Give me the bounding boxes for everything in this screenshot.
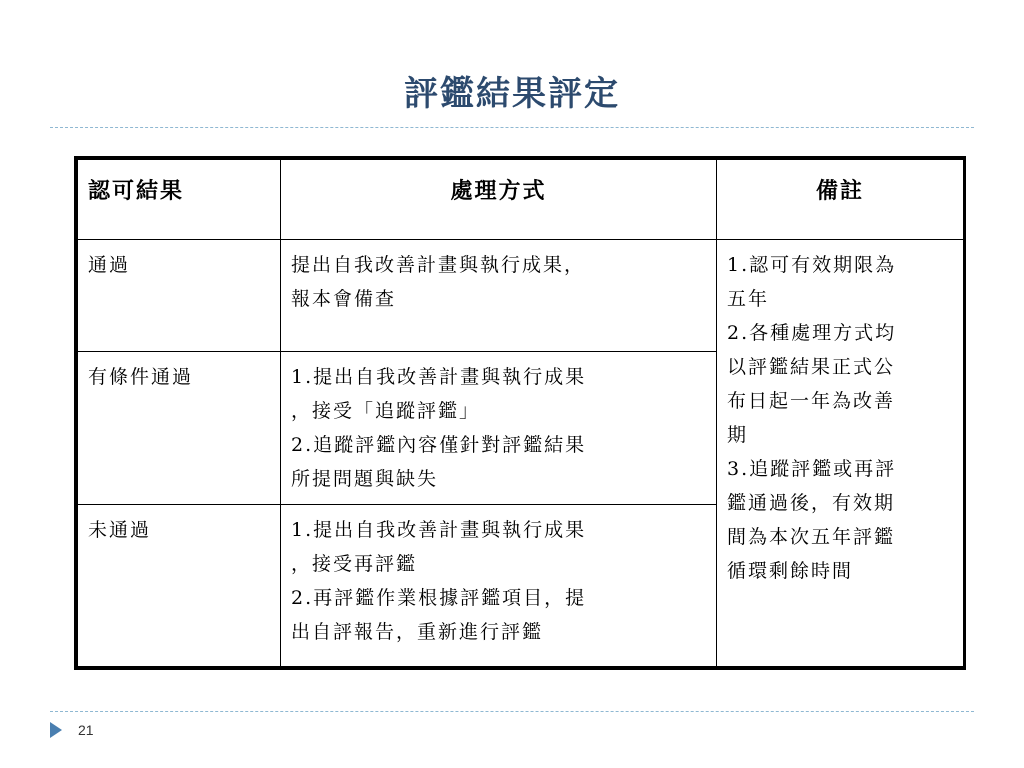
page-number: 21 [78, 722, 94, 738]
footer-divider [50, 711, 974, 712]
title-divider [50, 127, 974, 128]
cell-handling-pass [281, 240, 717, 352]
cell-result-fail: 未通過 [78, 505, 281, 667]
slide-title: 評鑑結果評定 [404, 74, 620, 114]
header-handling: 處理方式 [281, 160, 717, 240]
header-remarks: 備註 [717, 160, 964, 240]
handling-line: 1.提出自我改善計畫與執行成果 [291, 366, 587, 388]
table-header-row [78, 160, 964, 240]
evaluation-table [74, 156, 966, 670]
handling-line: 報本會備查 [291, 288, 397, 310]
handling-line: 提出自我改善計畫與執行成果， [291, 254, 586, 276]
remarks-line: 2.各種處理方式均 [727, 322, 897, 344]
cell-result-pass: 通過 [78, 240, 281, 352]
triangle-right-icon [50, 722, 62, 738]
cell-handling-conditional [281, 352, 717, 505]
remarks-line: 間為本次五年評鑑 [727, 526, 896, 548]
handling-line: 出自評報告，重新進行評鑑 [291, 621, 544, 643]
remarks-line: 五年 [727, 288, 770, 310]
remarks-line: 3.追蹤評鑑或再評 [727, 458, 897, 480]
handling-line: ，接受「追蹤評鑑」 [291, 400, 481, 422]
remarks-line: 循環剩餘時間 [727, 560, 854, 582]
cell-result-conditional: 有條件通過 [78, 352, 281, 505]
evaluation-table-grid [77, 159, 964, 667]
cell-remarks [717, 240, 964, 667]
remarks-line: 期 [727, 424, 749, 446]
handling-line: 2.再評鑑作業根據評鑑項目，提 [291, 587, 587, 609]
handling-line: 1.提出自我改善計畫與執行成果 [291, 519, 587, 541]
cell-handling-fail [281, 505, 717, 667]
header-result: 認可結果 [78, 160, 281, 240]
handling-line: 2.追蹤評鑑內容僅針對評鑑結果 [291, 434, 587, 456]
remarks-line: 以評鑑結果正式公 [727, 356, 896, 378]
handling-line: 所提問題與缺失 [291, 468, 439, 490]
handling-line: ，接受再評鑑 [291, 553, 418, 575]
remarks-line: 1.認可有效期限為 [727, 254, 897, 276]
remarks-line: 布日起一年為改善 [727, 390, 896, 412]
remarks-line: 鑑通過後，有效期 [727, 492, 896, 514]
table-row [78, 240, 964, 352]
